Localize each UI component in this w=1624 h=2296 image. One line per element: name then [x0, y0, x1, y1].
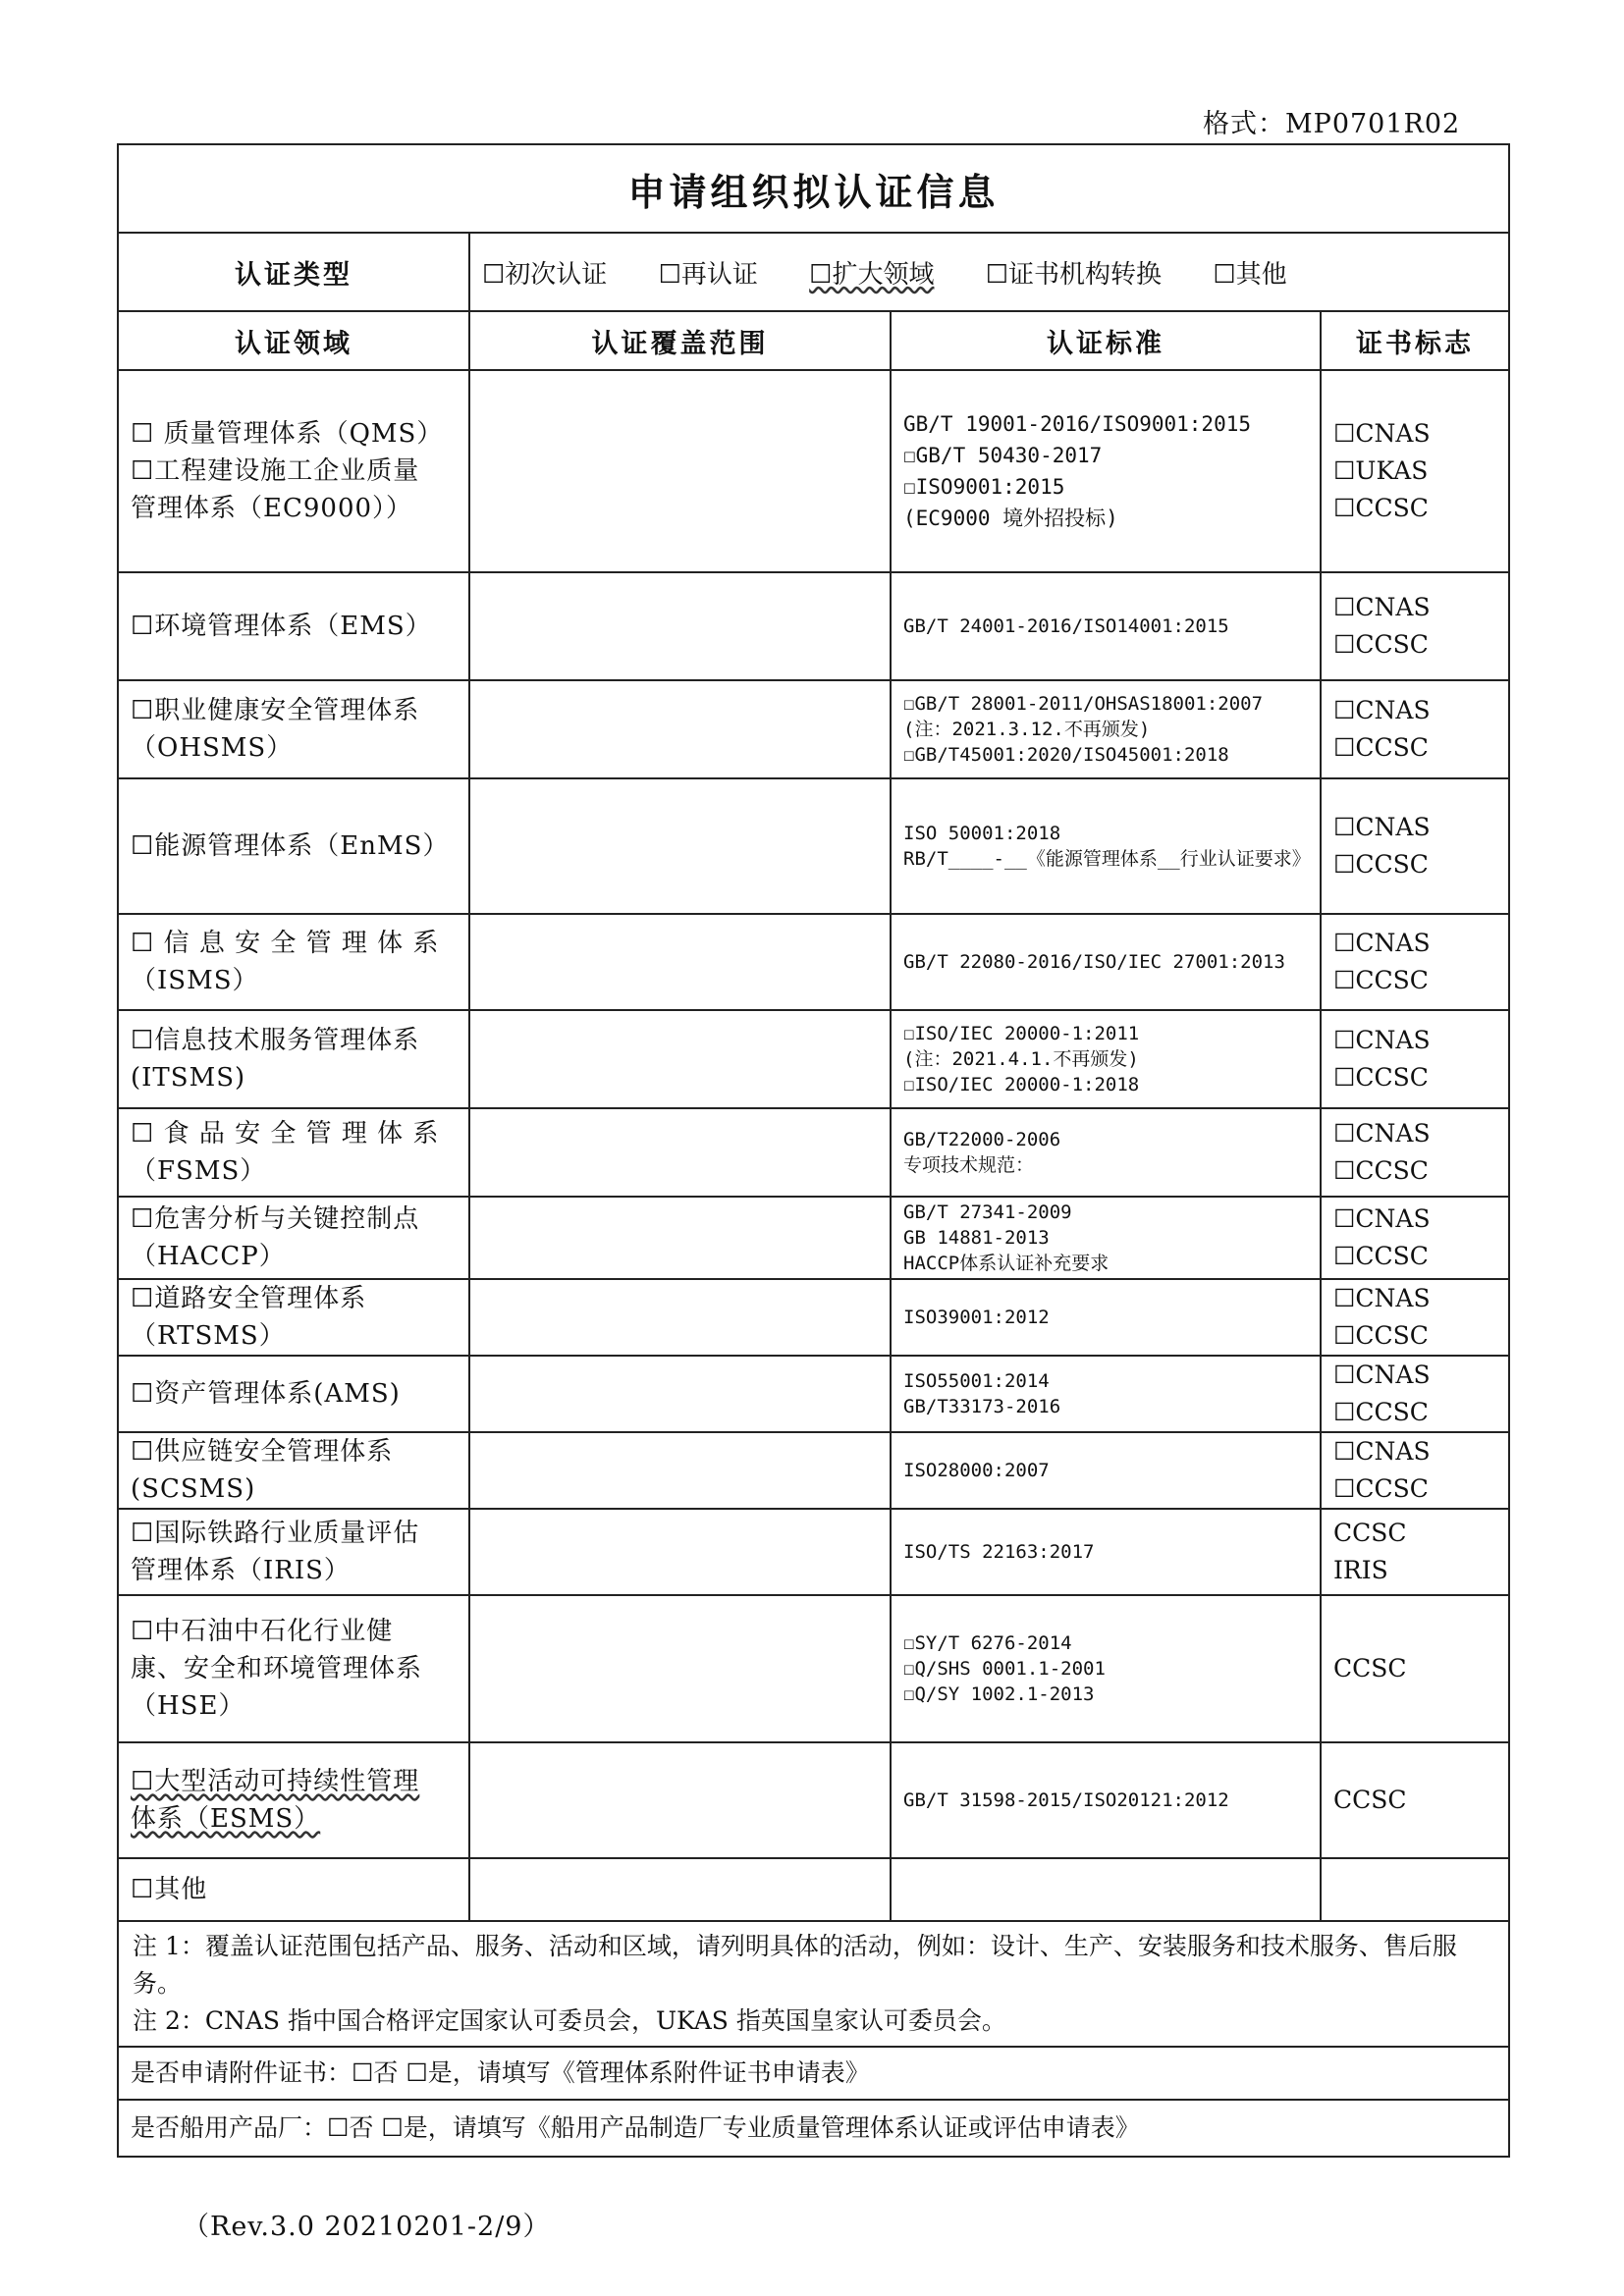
- cert-row: [118, 370, 1509, 572]
- standard-line: ☐ISO/IEC 20000-1:2018: [903, 1074, 1140, 1095]
- attachment-question: 是否申请附件证书：☐否 ☐是，请填写《管理体系附件证书申请表》: [118, 2047, 1509, 2100]
- mark-option[interactable]: ☐UKAS: [1333, 456, 1429, 485]
- field-line: (ITSMS): [131, 1063, 246, 1093]
- standard-cell[interactable]: [891, 572, 1321, 680]
- field-line: ☐道路安全管理体系: [131, 1284, 367, 1313]
- cert-row: [118, 778, 1509, 914]
- standard-line: ISO 50001:2018: [903, 823, 1061, 844]
- standard-cell[interactable]: [891, 778, 1321, 914]
- cert-row: [118, 1509, 1509, 1595]
- scope-cell[interactable]: [469, 1858, 891, 1921]
- certification-form: [117, 143, 1510, 2158]
- header-scope: 认证覆盖范围: [469, 311, 891, 370]
- field-line: ☐信息技术服务管理体系: [131, 1026, 420, 1055]
- standard-line: GB/T 31598-2015/ISO20121:2012: [903, 1789, 1229, 1811]
- mark-cell[interactable]: [1321, 1742, 1509, 1858]
- scope-cell[interactable]: [469, 1432, 891, 1509]
- cert-row: [118, 1742, 1509, 1858]
- standard-line: GB 14881-2013: [903, 1227, 1050, 1249]
- field-cell[interactable]: [118, 1595, 469, 1742]
- mark-cell[interactable]: [1321, 1010, 1509, 1108]
- standard-line: ☐GB/T45001:2020/ISO45001:2018: [903, 744, 1229, 766]
- field-line: （ISMS）: [131, 966, 259, 995]
- standard-cell[interactable]: [891, 1509, 1321, 1595]
- mark-cell[interactable]: [1321, 1197, 1509, 1279]
- mark-option[interactable]: ☐CNAS: [1333, 929, 1431, 957]
- note-1: 注 1：覆盖认证范围包括产品、服务、活动和区域，请列明具体的活动，例如：设计、生产、安装服务和技术服务、售后服务。: [133, 1932, 1457, 1998]
- standard-line: ISO/TS 22163:2017: [903, 1541, 1095, 1563]
- field-line: ☐国际铁路行业质量评估: [131, 1519, 420, 1548]
- format-code: 格式：MP0701R02: [1203, 109, 1461, 139]
- field-line: ☐ 信 息 安 全 管 理 体 系: [131, 929, 440, 958]
- cert-row: [118, 680, 1509, 778]
- field-line: ☐危害分析与关键控制点: [131, 1204, 420, 1234]
- mark-cell[interactable]: [1321, 1432, 1509, 1509]
- standard-cell[interactable]: [891, 1279, 1321, 1356]
- field-cell[interactable]: [118, 914, 469, 1010]
- standard-line: GB/T 27341-2009: [903, 1201, 1072, 1223]
- field-line: ☐大型活动可持续性管理: [131, 1767, 420, 1796]
- mark-option[interactable]: ☐CNAS: [1333, 813, 1431, 841]
- cert-type-label: 认证类型: [118, 233, 469, 311]
- mark-cell[interactable]: [1321, 1279, 1509, 1356]
- mark-option[interactable]: CCSC: [1333, 1654, 1407, 1682]
- cert-row: [118, 1108, 1509, 1197]
- mark-cell[interactable]: [1321, 680, 1509, 778]
- option-other[interactable]: ☐其他: [1213, 259, 1287, 290]
- mark-option[interactable]: ☐CCSC: [1333, 1063, 1429, 1092]
- standard-cell[interactable]: [891, 680, 1321, 778]
- standard-cell[interactable]: [891, 1108, 1321, 1197]
- standard-cell[interactable]: [891, 1010, 1321, 1108]
- field-cell[interactable]: [118, 1858, 469, 1921]
- mark-option[interactable]: ☐CCSC: [1333, 850, 1429, 879]
- mark-option[interactable]: ☐CNAS: [1333, 1361, 1431, 1389]
- standard-line: (注：2021.3.12.不再颁发): [903, 719, 1151, 740]
- ship-question: 是否船用产品厂：☐否 ☐是，请填写《船用产品制造厂专业质量管理体系认证或评估申请表》: [118, 2100, 1509, 2157]
- mark-cell[interactable]: [1321, 914, 1509, 1010]
- mark-option[interactable]: ☐CCSC: [1333, 1156, 1429, 1185]
- standard-cell[interactable]: [891, 370, 1321, 572]
- cert-row: [118, 1010, 1509, 1108]
- mark-option[interactable]: ☐CNAS: [1333, 1204, 1431, 1233]
- field-line: ☐供应链安全管理体系: [131, 1437, 394, 1467]
- mark-cell[interactable]: [1321, 1858, 1509, 1921]
- cert-row: [118, 1279, 1509, 1356]
- mark-option[interactable]: ☐CCSC: [1333, 1242, 1429, 1270]
- field-cell[interactable]: [118, 1197, 469, 1279]
- mark-cell[interactable]: [1321, 572, 1509, 680]
- field-line: ☐资产管理体系(AMS): [131, 1379, 401, 1409]
- standard-line: ☐GB/T 28001-2011/OHSAS18001:2007: [903, 693, 1264, 715]
- field-line: ☐环境管理体系（EMS）: [131, 612, 432, 641]
- cert-row: [118, 572, 1509, 680]
- mark-option[interactable]: ☐CNAS: [1333, 593, 1431, 621]
- field-line: ☐ 食 品 安 全 管 理 体 系: [131, 1119, 440, 1148]
- field-line: ☐工程建设施工企业质量: [131, 456, 420, 486]
- field-line: 管理体系（IRIS）: [131, 1556, 351, 1585]
- cert-row: [118, 1197, 1509, 1279]
- mark-option[interactable]: ☐CCSC: [1333, 1398, 1429, 1426]
- option-recert[interactable]: ☐再认证: [658, 259, 758, 290]
- standard-line: ISO39001:2012: [903, 1307, 1050, 1328]
- standard-line: 专项技术规范：: [903, 1154, 1035, 1176]
- mark-option[interactable]: CCSC: [1333, 1519, 1407, 1547]
- option-transfer[interactable]: ☐证书机构转换: [985, 259, 1163, 290]
- mark-cell[interactable]: [1321, 1595, 1509, 1742]
- standard-line: GB/T22000-2006: [903, 1129, 1061, 1150]
- mark-option[interactable]: ☐CNAS: [1333, 1119, 1431, 1148]
- header-mark: 证书标志: [1321, 311, 1509, 370]
- cert-row: [118, 914, 1509, 1010]
- standard-cell[interactable]: [891, 1858, 1321, 1921]
- mark-option[interactable]: IRIS: [1333, 1556, 1388, 1584]
- cert-row: [118, 1858, 1509, 1921]
- field-cell[interactable]: [118, 1010, 469, 1108]
- field-line: ☐中石油中石化行业健: [131, 1617, 394, 1646]
- field-cell[interactable]: [118, 1432, 469, 1509]
- field-cell[interactable]: [118, 370, 469, 572]
- standard-cell[interactable]: [891, 1742, 1321, 1858]
- cert-row: [118, 1432, 1509, 1509]
- scope-cell[interactable]: [469, 1509, 891, 1595]
- standard-line: ☐ISO/IEC 20000-1:2011: [903, 1023, 1140, 1044]
- scope-cell[interactable]: [469, 1279, 891, 1356]
- scope-cell[interactable]: [469, 1010, 891, 1108]
- mark-option[interactable]: ☐CNAS: [1333, 1026, 1431, 1054]
- mark-cell[interactable]: [1321, 1108, 1509, 1197]
- field-line: （HSE）: [131, 1691, 245, 1721]
- field-cell[interactable]: [118, 1108, 469, 1197]
- option-extend-scope[interactable]: ☐扩大领域: [809, 259, 935, 290]
- mark-option[interactable]: ☐CCSC: [1333, 494, 1429, 522]
- standard-line: ☐ISO9001:2015: [903, 475, 1065, 499]
- field-line: (SCSMS): [131, 1474, 256, 1504]
- mark-cell[interactable]: [1321, 1509, 1509, 1595]
- standard-cell[interactable]: [891, 1356, 1321, 1432]
- standard-line: ISO28000:2007: [903, 1460, 1050, 1481]
- scope-cell[interactable]: [469, 914, 891, 1010]
- standard-line: HACCP体系认证补充要求: [903, 1253, 1110, 1274]
- scope-cell[interactable]: [469, 1197, 891, 1279]
- footer-revision: （Rev.3.0 20210201-2/9）: [183, 2212, 551, 2242]
- mark-option[interactable]: ☐CCSC: [1333, 1321, 1429, 1350]
- field-line: （OHSMS）: [131, 733, 294, 763]
- standard-line: ☐GB/T 50430-2017: [903, 444, 1103, 467]
- standard-line: RB/T____-__《能源管理体系__行业认证要求》: [903, 848, 1311, 870]
- field-line: 管理体系（EC9000））: [131, 494, 413, 523]
- scope-cell[interactable]: [469, 1595, 891, 1742]
- form-title: 申请组织拟认证信息: [118, 144, 1509, 233]
- scope-cell[interactable]: [469, 1108, 891, 1197]
- field-cell[interactable]: [118, 778, 469, 914]
- mark-option[interactable]: ☐CNAS: [1333, 419, 1431, 448]
- field-line: （FSMS）: [131, 1156, 267, 1186]
- field-line: （HACCP）: [131, 1242, 286, 1271]
- mark-option[interactable]: ☐CCSC: [1333, 1474, 1429, 1503]
- mark-option[interactable]: ☐CCSC: [1333, 966, 1429, 994]
- standard-line: ☐Q/SY 1002.1-2013: [903, 1683, 1095, 1705]
- option-initial-cert[interactable]: ☐初次认证: [482, 259, 608, 290]
- header-field: 认证领域: [118, 311, 469, 370]
- mark-option[interactable]: ☐CCSC: [1333, 733, 1429, 762]
- scope-cell[interactable]: [469, 1742, 891, 1858]
- scope-cell[interactable]: [469, 572, 891, 680]
- standard-line: (EC9000 境外招投标): [903, 507, 1118, 530]
- cert-row: [118, 1356, 1509, 1432]
- standard-cell[interactable]: [891, 1595, 1321, 1742]
- scope-cell[interactable]: [469, 680, 891, 778]
- header-standard: 认证标准: [891, 311, 1321, 370]
- field-line: ☐职业健康安全管理体系: [131, 696, 420, 725]
- cert-type-options: [469, 233, 1509, 311]
- standard-line: ISO55001:2014: [903, 1370, 1050, 1392]
- mark-option[interactable]: ☐CNAS: [1333, 1437, 1431, 1466]
- cert-row: [118, 1595, 1509, 1742]
- field-cell[interactable]: [118, 1509, 469, 1595]
- notes: [118, 1921, 1509, 2047]
- standard-line: GB/T 19001-2016/ISO9001:2015: [903, 412, 1252, 436]
- mark-cell[interactable]: [1321, 370, 1509, 572]
- field-line: 康、安全和环境管理体系: [131, 1654, 423, 1683]
- scope-cell[interactable]: [469, 370, 891, 572]
- field-cell[interactable]: [118, 1742, 469, 1858]
- standard-line: GB/T 22080-2016/ISO/IEC 27001:2013: [903, 951, 1285, 973]
- field-line: （RTSMS）: [131, 1321, 286, 1351]
- standard-line: (注：2021.4.1.不再颁发): [903, 1048, 1139, 1070]
- standard-line: GB/T 24001-2016/ISO14001:2015: [903, 615, 1229, 637]
- mark-option[interactable]: ☐CCSC: [1333, 630, 1429, 659]
- standard-line: ☐Q/SHS 0001.1-2001: [903, 1658, 1106, 1680]
- field-cell[interactable]: [118, 572, 469, 680]
- standard-cell[interactable]: [891, 914, 1321, 1010]
- field-line: ☐能源管理体系（EnMS）: [131, 831, 450, 861]
- standard-line: ☐SY/T 6276-2014: [903, 1632, 1072, 1654]
- field-line: ☐ 质量管理体系（QMS）: [131, 419, 444, 449]
- standard-cell[interactable]: [891, 1197, 1321, 1279]
- note-2: 注 2：CNAS 指中国合格评定国家认可委员会，UKAS 指英国皇家认可委员会。: [133, 2006, 1006, 2035]
- standard-line: GB/T33173-2016: [903, 1396, 1061, 1417]
- mark-option[interactable]: ☐CNAS: [1333, 1284, 1431, 1312]
- mark-cell[interactable]: [1321, 1356, 1509, 1432]
- mark-option[interactable]: ☐CNAS: [1333, 696, 1431, 724]
- mark-cell[interactable]: [1321, 778, 1509, 914]
- field-line: ☐其他: [131, 1875, 208, 1904]
- standard-cell[interactable]: [891, 1432, 1321, 1509]
- field-cell[interactable]: [118, 1356, 469, 1432]
- field-cell[interactable]: [118, 1279, 469, 1356]
- field-line: 体系（ESMS）: [131, 1804, 321, 1834]
- field-cell[interactable]: [118, 680, 469, 778]
- scope-cell[interactable]: [469, 1356, 891, 1432]
- scope-cell[interactable]: [469, 778, 891, 914]
- mark-option[interactable]: CCSC: [1333, 1786, 1407, 1814]
